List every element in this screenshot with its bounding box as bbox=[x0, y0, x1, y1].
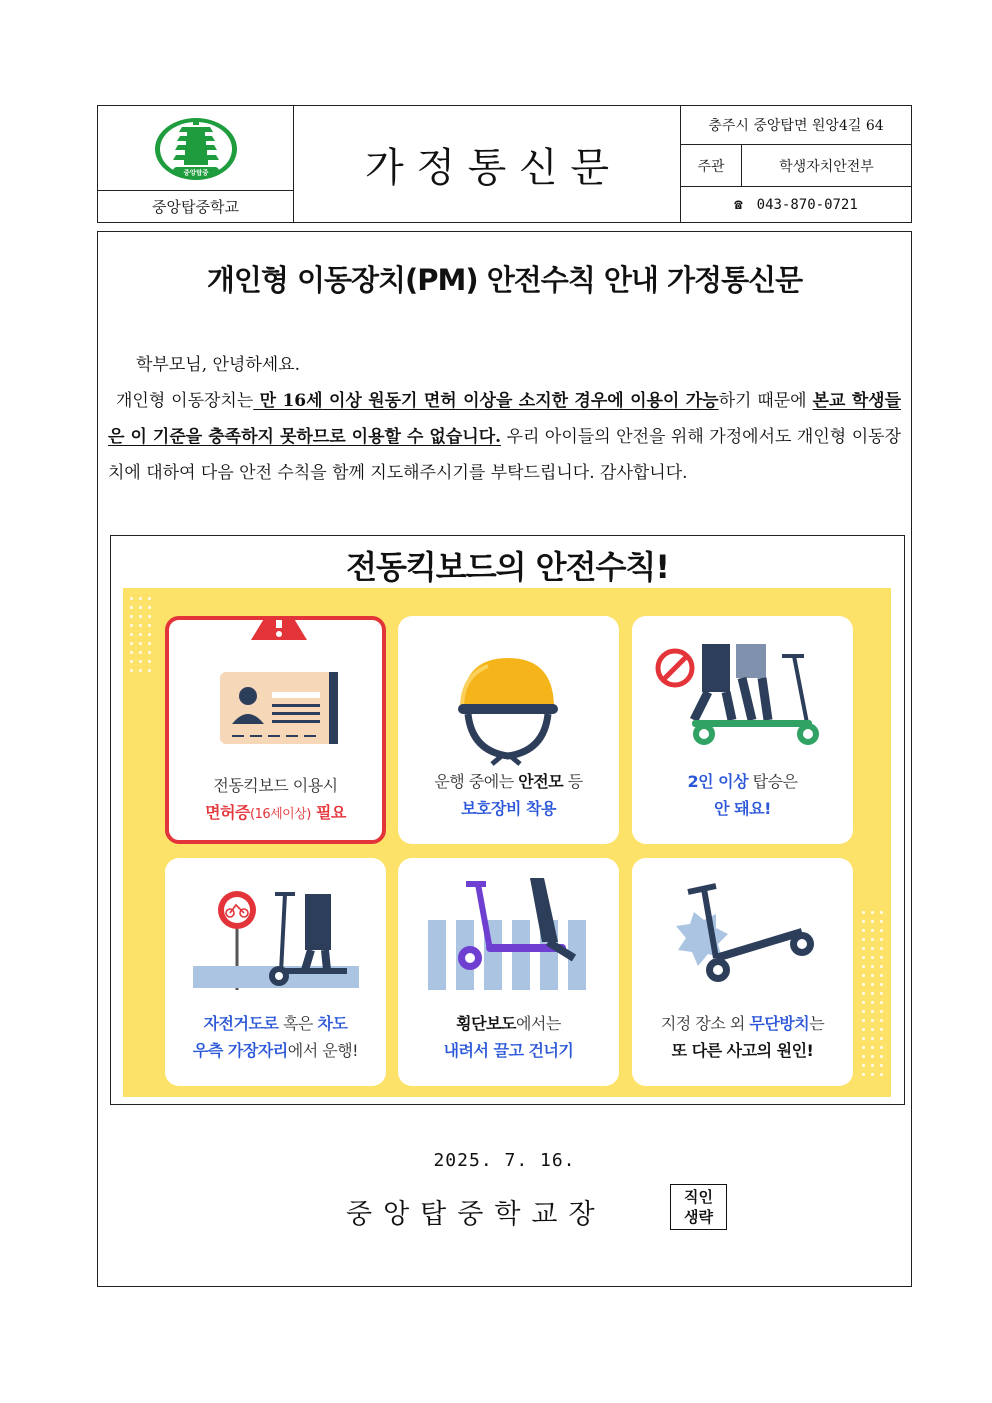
decorative-dots bbox=[859, 908, 889, 1078]
seal-line: 직인 bbox=[684, 1188, 713, 1206]
school-address: 충주시 중앙탑면 원앙4길 64 bbox=[681, 106, 911, 145]
warning-icon bbox=[251, 620, 307, 640]
para-underline-2: 본교 학생들은 이 기준을 충족하지 못하므로 이용할 수 없습니다. bbox=[108, 391, 902, 447]
infographic-panel bbox=[123, 588, 891, 1097]
caption-line: 내려서 끌고 건너기 bbox=[443, 1041, 574, 1060]
caption-line: 2인 이상 탑승은 bbox=[687, 772, 798, 791]
caption-line: 지정 장소 외 무단방치는 bbox=[660, 1014, 825, 1033]
infographic-title: 전동킥보드의 안전수칙! bbox=[346, 548, 669, 586]
rule-card-crosswalk bbox=[398, 858, 619, 1086]
logo-cell bbox=[98, 106, 294, 191]
rule-card-license bbox=[165, 616, 386, 844]
caption-line: 우측 가장자리에서 운행! bbox=[192, 1041, 359, 1060]
document-body bbox=[97, 231, 912, 1287]
prohibited-icon bbox=[658, 651, 692, 685]
dept-label: 주관 bbox=[681, 145, 742, 187]
newsletter-title-cell bbox=[294, 106, 681, 222]
caption-line: 자전거도로 혹은 차도 bbox=[203, 1014, 348, 1033]
helmet-icon bbox=[458, 658, 558, 764]
para-text-2: 하기 때문에 bbox=[718, 391, 813, 411]
license-card-icon bbox=[220, 672, 338, 744]
logo-text: 중앙탑중 bbox=[182, 168, 209, 177]
phone-cell bbox=[681, 187, 911, 222]
phone-number: 043-870-0721 bbox=[756, 196, 858, 213]
caption-line: 안 돼요! bbox=[714, 799, 771, 818]
para-text-3: 우리 아이들의 안전을 위해 가정에서도 개인형 이동장치에 대하여 다음 안전 수칙을 함께 지도해주시기를 부탁드립니다. 감사합니다. bbox=[108, 427, 901, 483]
two-riders-icon bbox=[692, 644, 819, 745]
dept-value: 학생자치안전부 bbox=[742, 145, 911, 187]
card-caption bbox=[632, 768, 853, 822]
newsletter-title: 가 정 통 신 문 bbox=[364, 144, 610, 191]
caption-line: 면허증(16세이상) 필요 bbox=[205, 803, 346, 822]
caption-line: 횡단보도에서는 bbox=[456, 1014, 561, 1033]
card-caption bbox=[632, 1010, 853, 1064]
rule-card-helmet bbox=[398, 616, 619, 844]
official-seal bbox=[670, 1184, 727, 1230]
header-table bbox=[97, 105, 912, 223]
rule-card-bike-lane bbox=[165, 858, 386, 1086]
rule-card-parking bbox=[632, 858, 853, 1086]
document-date: 2025. 7. 16. bbox=[433, 1150, 576, 1171]
rule-card-two-riders bbox=[632, 616, 853, 844]
scooter-rider-icon bbox=[269, 894, 347, 986]
principal-signature: 중앙탑중학교장 bbox=[346, 1199, 606, 1230]
document-title: 개인형 이동장치(PM) 안전수칙 안내 가정통신문 bbox=[206, 263, 803, 297]
caption-line: 전동킥보드 이용시 bbox=[213, 776, 338, 795]
card-caption bbox=[169, 772, 382, 828]
caption-line: 보호장비 착용 bbox=[461, 799, 556, 818]
greeting: 학부모님, 안녕하세요. bbox=[136, 355, 301, 375]
para-text-1: 개인형 이동장치는 bbox=[116, 391, 254, 411]
decorative-dots bbox=[127, 594, 157, 674]
card-caption bbox=[398, 768, 619, 822]
seal-line: 생략 bbox=[684, 1208, 713, 1226]
para-underline-1: 만 16세 이상 원동기 면허 이상을 소지한 경우에 이용이 가능 bbox=[253, 391, 719, 411]
caption-line: 운행 중에는 안전모 등 bbox=[434, 772, 583, 791]
body-paragraph bbox=[108, 383, 901, 491]
school-logo-icon bbox=[151, 113, 241, 183]
safety-infographic bbox=[110, 535, 905, 1105]
school-name: 중앙탑중학교 bbox=[98, 191, 294, 222]
card-caption bbox=[165, 1010, 386, 1064]
caption-line: 또 다른 사고의 원인! bbox=[671, 1041, 814, 1060]
card-caption bbox=[398, 1010, 619, 1064]
phone-icon: ☎ bbox=[734, 196, 743, 213]
